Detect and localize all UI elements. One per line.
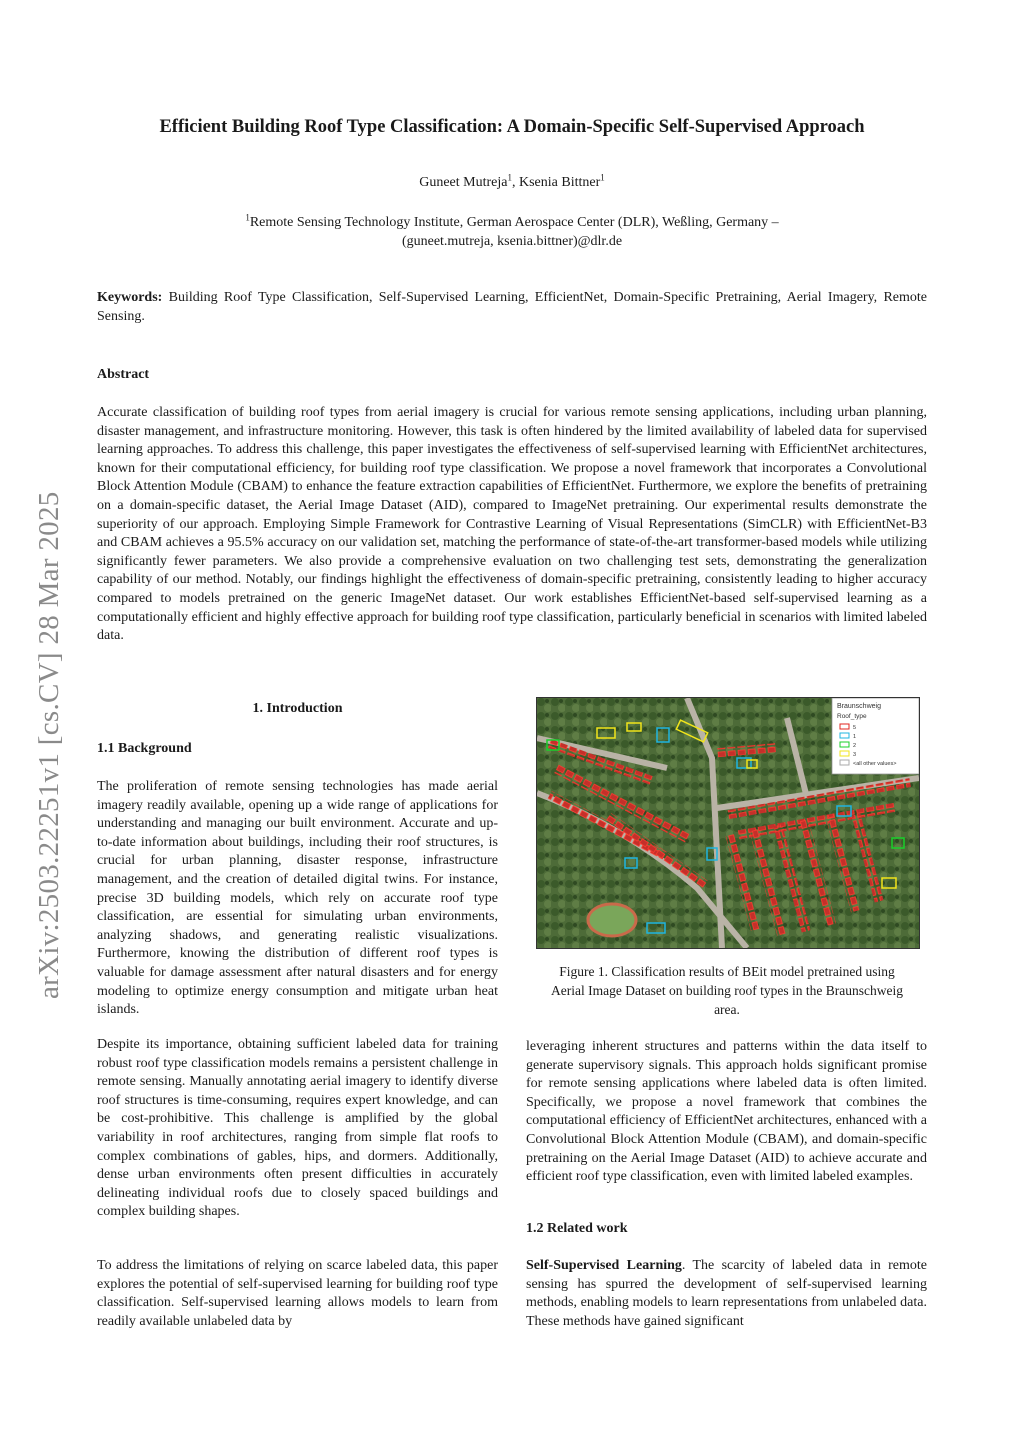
paragraph: The proliferation of remote sensing technologies has made aerial imagery readily available, opening up a wide range of applications for understanding and managing our built environment. Accurate and up-to-date information about buildings, including their roof structures, is crucial for urban planning, disaster response, infrastructure management, and the creation of detailed digital twins. For instance, precise 3D building models, which rely on accurate roof type classification, are essential for simulating urban environments, analyzing shadows, and generating realistic visualizations. Furthermore, knowing the distribution of different roof types is valuable for damage assessment after natural disasters and for energy modeling to optimize energy consumption and mitigate urban heat islands. — [97, 779, 498, 1018]
affiliation — [100, 213, 924, 251]
arxiv-identifier: arXiv:2503.22251v1 [cs.CV] 28 Mar 2025 — [33, 491, 65, 999]
figure-aerial-map — [536, 697, 920, 949]
abstract-heading: Abstract — [97, 367, 150, 382]
affiliation-marker: 1 — [245, 212, 250, 223]
keywords-text: Building Roof Type Classification, Self-Supervised Learning, EfficientNet, Domain-Specific Pretraining, Aerial Imagery, Remote Sensing. — [97, 290, 927, 324]
affiliation-line: Remote Sensing Technology Institute, German Aerospace Center (DLR), Weßling, Germany – — [249, 215, 779, 230]
subsection-heading-background: 1.1 Background — [97, 741, 192, 756]
legend-label: 5 — [853, 725, 857, 731]
paragraph: Self-Supervised Learning. The scarcity of labeled data in remote sensing has spurred the development of self-supervised learning methods, enabling models to learn representations from unlabeled data. These methods have gained significant — [526, 1258, 927, 1329]
legend-label: 3 — [853, 752, 857, 758]
paragraph: leveraging inherent structures and patterns within the data itself to generate supervisory signals. This approach holds significant promise for remote sensing applications where labeled data is often limited. Specifically, we propose a novel framework that combines the computational efficiency of EfficientNet architectures, enhanced with a Convolutional Block Attention Module (CBAM), and domain-specific pretraining on the Aerial Image Dataset (AID) to achieve accurate and efficient roof type classification, even with limited labeled examples. — [526, 1039, 927, 1185]
keywords-label: Keywords: — [97, 290, 163, 305]
legend-label: 1 — [853, 734, 857, 740]
affiliation-marker: 1 — [507, 172, 512, 183]
paragraph: To address the limitations of relying on scarce labeled data, this paper explores the potential of self-supervised learning for building roof type classification. Self-supervised learning allows models to learn from readily available unlabeled data by — [97, 1258, 498, 1329]
sports-field — [588, 904, 636, 936]
legend-title: Braunschweig — [837, 703, 881, 710]
legend-label: 2 — [853, 743, 857, 749]
figure-caption: Figure 1. Classification results of BEit model pretrained using Aerial Image Dataset on building roof types in the Braunschweig area. — [550, 964, 904, 1017]
keywords — [97, 289, 927, 326]
subsection-heading-related-work: 1.2 Related work — [526, 1221, 628, 1236]
section-heading-introduction: 1. Introduction — [252, 701, 343, 716]
author-emails: (guneet.mutreja, ksenia.bittner)@dlr.de — [401, 234, 623, 249]
legend-subtitle: Roof_type — [837, 713, 867, 720]
authors: Guneet Mutreja$^1$, Ksenia Bittner$^1$ — [419, 172, 605, 190]
paragraph: Despite its importance, obtaining sufficient labeled data for training robust roof type classification models remains a persistent challenge in remote sensing. Manually annotating aerial imagery to identify diverse roof structures is time-consuming, requires expert knowledge, and can be cost-prohibitive. This challenge is amplified by the global variability in roof architectures, ranging from simple flat roofs to complex combinations of gables, hips, and dormers. Additionally, dense urban environments often present difficulties in accurately delineating individual roofs due to closely spaced buildings and complex building shapes. — [97, 1037, 498, 1220]
paragraph-lead: Self-Supervised Learning — [526, 1258, 682, 1273]
author-name: Ksenia Bittner — [518, 175, 601, 190]
map-legend — [832, 698, 919, 774]
paper-title: Efficient Building Roof Type Classification: A Domain-Specific Self-Supervised Approach — [159, 117, 865, 137]
affiliation-marker: 1 — [600, 172, 605, 183]
abstract-text: Accurate classification of building roof types from aerial imagery is crucial for various remote sensing applications, including urban planning, disaster management, and infrastructure monitoring. However, this task is often hindered by the limited availability of labeled data for supervised learning approaches. To address this challenge, this paper investigates the effectiveness of self-supervised learning with EfficientNet architectures, known for their computational efficiency, for building roof type classification. We propose a novel framework that incorporates a Convolutional Block Attention Module (CBAM) to enhance the feature extraction capabilities of EfficientNet. Furthermore, we explore the benefits of pretraining on a domain-specific dataset, the Aerial Image Dataset (AID), compared to ImageNet pretraining. Our experimental results demonstrate the superiority of our approach. Employing Simple Framework for Contrastive Learning of Visual Representations (SimCLR) with EfficientNet-B3 and CBAM achieves a 95.5% accuracy on our validation set, matching the performance of state-of-the-art transformer-based models while utilizing significantly fewer parameters. We also provide a comprehensive evaluation on two challenging test sets, demonstrating the generalization capability of our method. Notably, our findings highlight the effectiveness of domain-specific pretraining, consistently leading to higher accuracy compared to models pretrained on the generic ImageNet dataset. Our work establishes EfficientNet-based self-supervised learning as a computationally efficient and highly effective approach for building roof type classification, particularly beneficial in scenarios with limited labeled data. — [97, 405, 927, 644]
author-name: Guneet Mutreja — [419, 175, 508, 190]
legend-label: <all other values> — [853, 761, 897, 767]
